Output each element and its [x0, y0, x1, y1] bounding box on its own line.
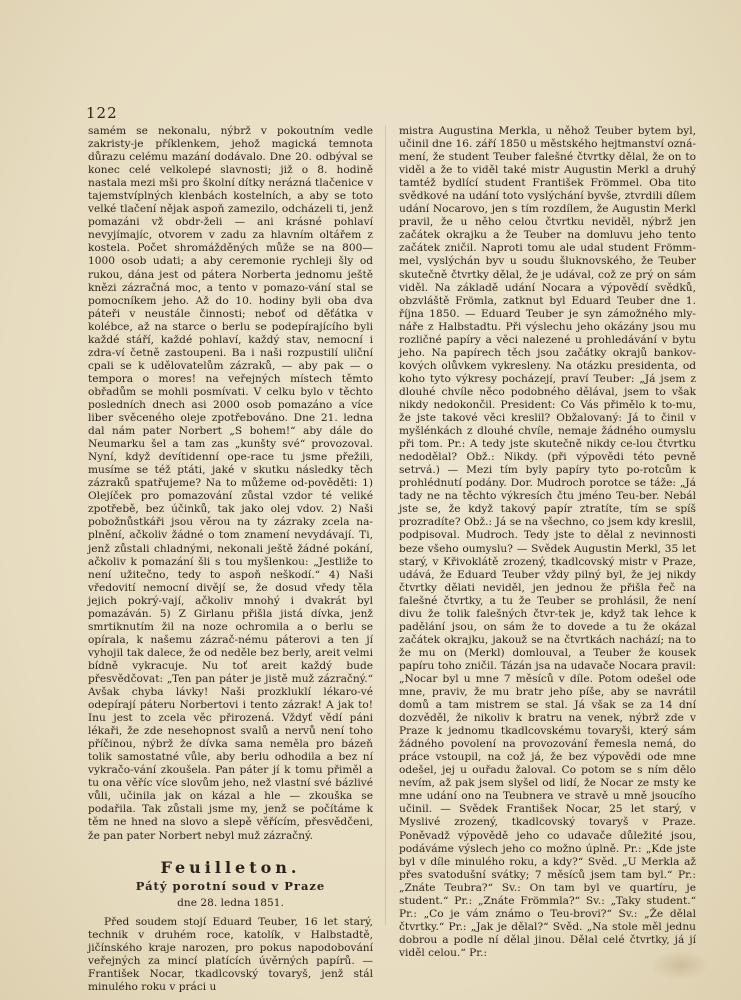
column-divider [385, 125, 386, 925]
article-body-right: mistra Augustina Merkla, u něhož Teuber bytem byl, učinil dne 16. září 1850 u městského hejtmanství ozná-mení, že student Teuber falešné čtvrtky dělal, že on to viděl a že to viděl také mistr Augustin Merkl a druhý tamtéž bydlící student František Frömmel. Oba tito svědkové na udání toto vyslýchání byvše, ztvrdili dílem udání Nocarovo, jen s tím rozdílem, že Augustin Merkl pravil, že u něho celou čtvrtku neviděl, nýbrž jen začátek okrajku a že Teuber na domluvu jeho tento začátek zničil. Naproti tomu ale udal student Frömm-mel, vyslýchán byv u soudu šluknovského, že Teuber skutečně čtvrtky dělal, že je udával, což ze prý on sám viděl. Na základě udání Nocara a výpovědí svědků, obzvláště Frömla, zatknut byl Eduard Teuber dne 1. října 1850. — Eduard Teuber je syn zámožného mly-náře z Halbstadtu. Při výslechu jeho okázány jsou mu rozličné papíry a věci nalezené u prohledávání v bytu jeho. Na papírech těch jsou začátky okrajů bankov-kových olůvkem vykresleny. Na otázku presidenta, od koho tyto výkresy pocházejí, praví Teuber: „Já jsem z dlouhé chvíle něco podobného dělával, jsem to však nikdy nedokončil. President: Co Vás přimělo k to-mu, že jste takové věci kreslil? Obžalovaný: Já to činil v myšlénkách z dlouhé chvíle, nemaje žádného oumyslu při tom. Pr.: A tedy jste skutečně nikdy ce-lou čtvrtku nedodělal? Obž.: Nikdy. (při výpovědi této pevně setrvá.) — Mezi tím byly papíry tyto po-rotcům k prohlédnutí podány. Dor. Mudroch porotce se táže: „Já tady ne na těchto výkresích čtu jméno Teu-ber. Nebál jste se, že když takový papír ztratíte, tím se spíš prozradíte? Obž.: Já se na všechno, co jsem kdy kreslil, podpisoval. Mudroch. Tedy jste to dělal z nevinnosti beze všeho oumyslu? — Svědek Augustin Merkl, 35 let starý, v Křivoklátě zrozený, tkadlcovský mistr v Praze, udává, že Eduard Teuber vždy pilný byl, že jej nikdy čtvrtky dělati neviděl, jen jednou že přišla řeč na falešné čtvrtky, a tu že Teuber se prohlásil, že není divu že tolik falešných čtvr-tek je, když tak lehce k padělání jsou, on sám že to dovede a tu že okázal začátek okrajku, jakouž se na čtvrtkách nachází; na to že mu on (Merkl) domlouval, a Teuber že kousek papíru toho zničil. Tázán jsa na udavače Nocara pravil: „Nocar byl u mne 7 měsíců v díle. Potom odešel ode mne, praviv, že mu bratr jeho píše, aby se navrátil domů a tam mistrem se stal. Já však se za 14 dní dozvěděl, že nikoliv k bratru na venek, nýbrž zde v Praze k jednomu tkadlcovskému tovaryši, který sám žádného povolení na provozování řemesla nemá, do práce vstoupil, na což já, že bez výpovědi ode mne odešel, jej u ouřadu žaloval. Co potom se s ním dělo nevím, až pak jsem slyšel od lidí, že Nocar ze msty ke mne udání ono na Teubnera ve stravě u mně jsoucího učinil. — Svědek František Nocar, 25 let starý, v Myslivé zrozený, tkadlcovský tovaryš v Praze. Poněvadž výpovědě jeho co udavače důležité jsou, podáváme výslech jeho co možno úplně. Pr.: „Kde jste byl v díle minulého roku, a kdy?“ Svěd. „U Merkla až přes svatodušní svátky; 7 měsíců jsem tam byl.“ Pr.: „Znáte Teubra?“ Sv.: On tam byl ve quartíru, je student.“ Pr.: „Znáte Frömmla?“ Sv.: „Taky student.“ Pr.: „Co je vám známo o Teu-brovi?“ Sv.: „Že dělal čtvrtky.“ Pr.: „Jak je dělal?“ Svěd. „Na stole měl jednu dobrou a podle ní dělal jinou. Dělal celé čtvrtky, já jí viděl celou.“ Pr.: [399, 125, 696, 959]
section-heading: Feuilleton. [160, 857, 301, 877]
page-number: 122 [86, 104, 118, 122]
article-body: Před soudem stojí Eduard Teuber, 16 let starý, technik v druhém roce, katolík, v Halbstadtě, jičínského kraje narozen, pro pokus napodobování veřejných za mincí platících úvěrných papírů. — František Nocar, tkadlcovský tovaryš, jenž stál minulého roku v práci u [88, 915, 373, 993]
article-body-continued: samém se nekonalu, nýbrž v pokoutním vedle zakristy-je příklenkem, jehož magická temnota důrazu celému mazání dodávalo. Dne 20. odbýval se konec celé velkolepé slavnosti; již o 8. hodině nastala mezi mši pro školní dítky nerázná tlačenice v tajemstvíplných klenbách kostelních, a aby se toto velké tlačení nějak aspoň zamezilo, odcházeli ti, jenž pomazáni vž obdr-želi — ani krásné pohlaví nevyjímajíc, otvorem v zadu za hlavním oltářem z kostela. Počet shromážděných může se na 800—1000 osob udati; a aby ceremonie rychleji šly od rukou, dána jest od pátera Norberta jednomu ještě knězi zázračná moc, a tento v pomazo-vání stal se pomocníkem jeho. Až do 10. hodiny byli oba dva páteři v neustále činnosti; neboť od děťátka v kolébce, až na starce o berlu se podepírajícího byli každé stáří, každé pohlaví, každý stav, nemocní i zdra-ví četně zastoupeni. Ba i naši rozpustilí uliční cpali se k udělovatelům zázraků, — aby pak — o tempora o mores! na veřejných místech těmto obřadům se mohli posmívati. V celku bylo v těchto posledních dnech asi 2000 osob pomazáno a více liber svěceného oleje zpotřebováno. Dne 21. ledna dal nám pater Norbert „S bohem!“ aby dále do Neumarku šel a tam zas „kunšty své“ provozoval. Nyní, když devítidenní ope-race tu jsme přežili, musíme se též ptáti, jaké v skutku následky těch zázraků spatřujeme? Na to můžeme od-pověděti: 1) Olejíček pro pomazování zůstal vzdor té veliké zpotřebě, bez účinků, tak jako olej vdov. 2) Naši pobožnůstkáři jsou věrou na ty zázraky zcela na-plnění, ačkoliv žádné o tom znamení nevydávají. Ti, jenž zůstali chladnými, nekonali ještě žádné pokání, ačkoliv k pomazání šli s tou myšlenkou: „Jestliže to není užitečno, tedy to aspoň neškodí.“ 4) Naši vředovití nemocní divějí se, že dosud vředy těla jejich pokrý-vají, ačkoliv mnohý i dvakrát byl pomazáván. 5) Z Girlanu přišla jistá dívka, jenž smrtiknutím žil na noze ochromila a o berlu se opírala, k našemu zázrač-nému páterovi a ten jí vyhojil tak dalece, že od neděle bez berly, areit velmi bídně vykracuje. Nu toť areit každý bude přesvědčovat: „Ten pan páter je jistě muž zázračný.“ Avšak chyba lávky! Naši prozkluklí lékaro-vé odepírají páteru Norbertovi i tento zázrak! A jak to! Inu jest to zcela věc přirozená. Vždyť vědí páni lékaři, že zde nesehopnost svalů a nervů není toho příčinou, nýbrž že dívka sama neměla pro bázeň tolik samostatné vůle, aby berlu odhodila a bez ní vykračo-vání zkoušela. Pan páter jí k tomu přiměl a tu ona věříc více slovům jeho, než vlastní své bázlivé vůli, učinila jak on kázal a hle — zkouška se podařila. Tak zůstali jsme my, jenž se počítáme k těm ne hned na slovo a slepě věřícím, přesvědčeni, že pan pater Norbert nebyl muž zázračný. [88, 125, 373, 842]
article-dateline: dne 28. ledna 1851. [177, 896, 284, 909]
paper-stain [650, 950, 710, 980]
right-column [399, 125, 696, 960]
left-column [88, 125, 373, 994]
article-title: Pátý porotní soud v Praze [135, 878, 326, 893]
